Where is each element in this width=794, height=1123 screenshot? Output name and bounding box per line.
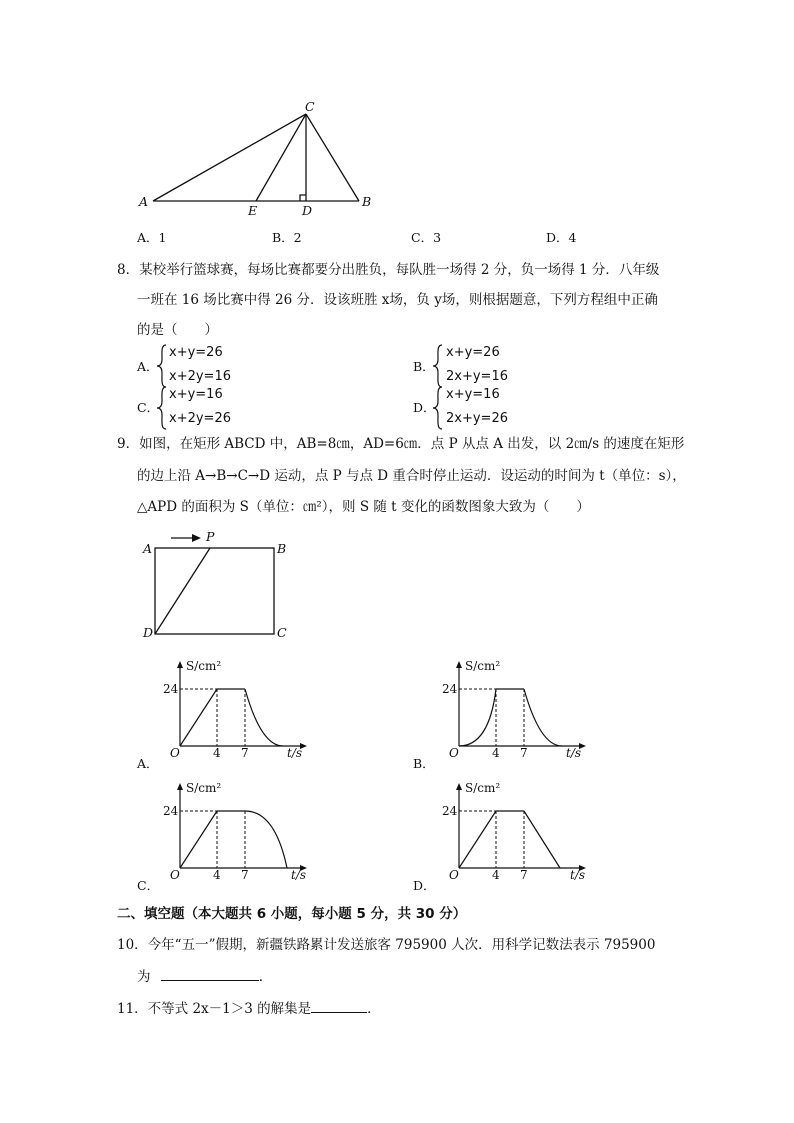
q11-suffix: ． xyxy=(367,1001,381,1017)
rect-point-b-label: B xyxy=(277,541,287,556)
rect-point-p-label: P xyxy=(206,529,215,544)
graph-c-y-tick: 24 xyxy=(163,804,179,818)
graph-b-x-tick2: 7 xyxy=(520,746,528,760)
q8-option-b-label: B． xyxy=(413,359,435,374)
q10-prefix: 为 xyxy=(137,969,151,985)
q7-option-a[interactable]: A．1 xyxy=(137,230,167,245)
graph-b-x-tick1: 4 xyxy=(492,746,500,760)
brace-icon xyxy=(156,343,168,389)
q8-text-line2: 一班在 16 场比赛中得 26 分．设该班胜 x场，负 y场，则根据题意，下列方程组中正确 xyxy=(137,292,658,308)
q9-option-b-label: B． xyxy=(413,756,435,771)
q8-option-b-eq1: x+y=26 xyxy=(446,345,500,360)
q11-text xyxy=(117,998,381,1019)
graph-c-y-label: S/cm² xyxy=(186,781,222,795)
q9-option-c-label: C． xyxy=(137,878,160,893)
graph-b-origin: O xyxy=(449,746,459,760)
graph-a-x-tick1: 4 xyxy=(213,746,221,760)
curve-fall xyxy=(524,689,562,746)
brace-icon xyxy=(156,385,168,431)
q8-option-a-label: A． xyxy=(137,359,159,374)
graph-c-x-label: t/s xyxy=(291,868,307,882)
section-2-title: 二、填空题（本大题共 6 小题，每小题 5 分，共 30 分） xyxy=(117,906,467,922)
graph-c-origin: O xyxy=(170,868,180,882)
curve-rise xyxy=(180,811,217,868)
q8-option-a-eq1: x+y=26 xyxy=(169,345,223,360)
q8-option-d-eq2: 2x+y=26 xyxy=(446,411,508,426)
q11-prefix: 11．不等式 2x－1＞3 的解集是 xyxy=(117,1001,312,1017)
right-angle-mark xyxy=(300,195,306,201)
graph-d-x-tick2: 7 xyxy=(520,868,528,882)
graph-a-x-label: t/s xyxy=(287,746,303,760)
y-arrow-icon xyxy=(177,783,183,790)
q8-text-line1: 8．某校举行篮球赛，每场比赛都要分出胜负，每队胜一场得 2 分，负一场得 1 分．八年级 xyxy=(117,262,660,278)
curve-fall xyxy=(524,811,560,868)
y-arrow-icon xyxy=(177,661,183,668)
graph-b xyxy=(444,660,594,760)
q7-option-c[interactable]: C．3 xyxy=(411,230,442,245)
q10-text-line2 xyxy=(137,966,272,987)
graph-b-y-tick: 24 xyxy=(442,682,458,696)
graph-b-y-label: S/cm² xyxy=(465,659,501,673)
curve-rise xyxy=(459,811,496,868)
graph-a-origin: O xyxy=(170,746,180,760)
curve-rise xyxy=(180,689,217,746)
q8-option-b-eq2: 2x+y=16 xyxy=(446,369,508,384)
segment-cb xyxy=(306,114,359,201)
brace-icon xyxy=(432,385,444,431)
graph-b-x-label: t/s xyxy=(566,746,582,760)
q9-text-line1: 9．如图，在矩形 ABCD 中，AB=8㎝，AD=6㎝．点 P 从点 A 出发，以 2㎝/s 的速度在矩形 xyxy=(117,436,685,452)
rect-point-d-label: D xyxy=(143,625,154,640)
arrow-right-icon xyxy=(192,534,201,542)
q9-option-a-label: A． xyxy=(137,756,159,771)
segment-ce xyxy=(256,114,306,201)
q7-option-b[interactable]: B．2 xyxy=(272,230,302,245)
graph-d-y-label: S/cm² xyxy=(465,781,501,795)
graph-a-x-tick2: 7 xyxy=(241,746,249,760)
q8-option-d-eq1: x+y=16 xyxy=(446,387,500,402)
q8-option-a-eq2: x+2y=16 xyxy=(169,369,231,384)
rect-point-c-label: C xyxy=(277,625,287,640)
graph-c xyxy=(165,782,315,882)
q7-option-d[interactable]: D．4 xyxy=(546,230,577,245)
brace-icon xyxy=(432,343,444,389)
graph-d-y-tick: 24 xyxy=(442,804,458,818)
triangle-figure xyxy=(0,0,794,250)
graph-a-y-label: S/cm² xyxy=(186,659,222,673)
q8-text-line3: 的是（ ） xyxy=(137,322,218,338)
graph-d-x-tick1: 4 xyxy=(492,868,500,882)
point-a-label: A xyxy=(139,194,149,209)
curve-rise xyxy=(459,689,496,746)
y-arrow-icon xyxy=(456,783,462,790)
point-c-label: C xyxy=(305,99,315,114)
rectangle-outline xyxy=(155,548,274,634)
q8-option-d-label: D． xyxy=(413,400,436,415)
graph-d-x-label: t/s xyxy=(570,868,586,882)
graph-d xyxy=(444,782,594,882)
q10-answer-blank[interactable] xyxy=(161,966,259,981)
q9-text-line2: 的边上沿 A→B→C→D 运动，点 P 与点 D 重合时停止运动．设运动的时间为 t（单位：s）， xyxy=(137,468,686,484)
graph-c-x-tick2: 7 xyxy=(241,868,249,882)
rect-point-a-label: A xyxy=(143,541,153,556)
segment-ac xyxy=(153,114,306,201)
rectangle-abcd xyxy=(140,530,300,645)
q8-option-c-eq2: x+2y=26 xyxy=(169,411,231,426)
graph-d-origin: O xyxy=(449,868,459,882)
q10-text-line1: 10．今年“五一”假期，新疆铁路累计发送旅客 795900 人次．用科学记数法表示 795900 xyxy=(117,937,656,953)
graph-c-x-tick1: 4 xyxy=(213,868,221,882)
q8-option-c-eq1: x+y=16 xyxy=(169,387,223,402)
q11-answer-blank[interactable] xyxy=(311,998,367,1013)
graph-a-y-tick: 24 xyxy=(163,682,179,696)
y-arrow-icon xyxy=(456,661,462,668)
point-d-label: D xyxy=(302,203,313,218)
point-e-label: E xyxy=(248,203,258,218)
q8-option-c-label: C． xyxy=(137,400,160,415)
curve-fall xyxy=(245,811,287,868)
point-b-label: B xyxy=(362,194,372,209)
q9-text-line3: △APD 的面积为 S（单位：㎝²），则 S 随 t 变化的函数图象大致为（ ） xyxy=(137,499,590,515)
q10-suffix: ． xyxy=(258,969,273,985)
segment-dp xyxy=(155,548,210,634)
curve-fall xyxy=(245,689,283,746)
q9-option-d-label: D． xyxy=(413,878,436,893)
graph-a xyxy=(165,660,315,760)
